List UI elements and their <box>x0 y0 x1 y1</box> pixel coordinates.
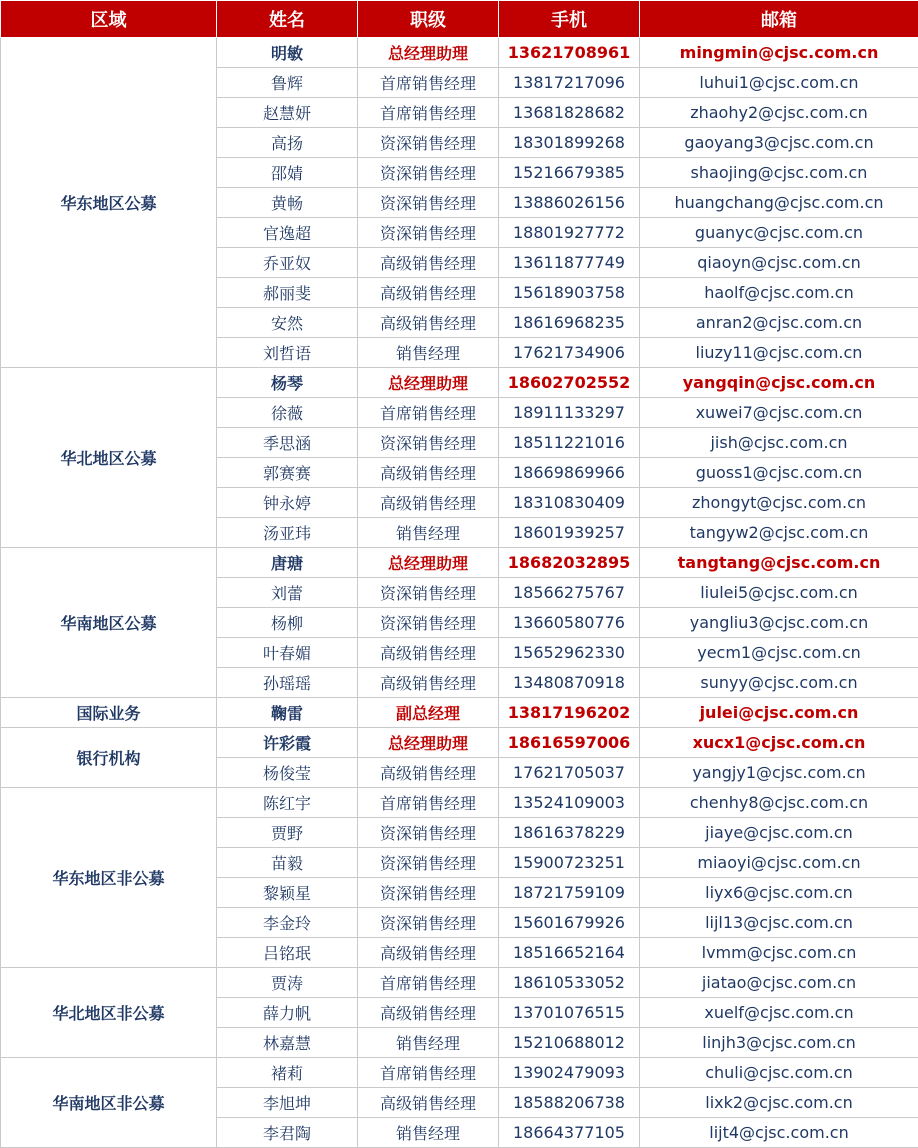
header-phone: 手机 <box>499 1 640 38</box>
name-cell: 孙瑶瑶 <box>217 668 358 698</box>
phone-cell: 18721759109 <box>499 878 640 908</box>
rank-cell: 首席销售经理 <box>358 398 499 428</box>
region-cell: 华东地区非公募 <box>1 788 217 968</box>
name-cell: 钟永婷 <box>217 488 358 518</box>
phone-cell: 18516652164 <box>499 938 640 968</box>
phone-cell: 17621734906 <box>499 338 640 368</box>
email-cell: miaoyi@cjsc.com.cn <box>640 848 918 878</box>
rank-cell: 高级销售经理 <box>358 278 499 308</box>
phone-cell: 13902479093 <box>499 1058 640 1088</box>
table-row <box>1 548 918 578</box>
name-cell: 许彩霞 <box>217 728 358 758</box>
email-cell: lijt4@cjsc.com.cn <box>640 1118 918 1148</box>
phone-cell: 13886026156 <box>499 188 640 218</box>
rank-cell: 销售经理 <box>358 518 499 548</box>
region-cell: 国际业务 <box>1 698 217 728</box>
name-cell: 刘哲语 <box>217 338 358 368</box>
phone-cell: 18588206738 <box>499 1088 640 1118</box>
table-row <box>1 968 918 998</box>
email-cell: jish@cjsc.com.cn <box>640 428 918 458</box>
region-cell: 华东地区公募 <box>1 38 217 368</box>
phone-cell: 18669869966 <box>499 458 640 488</box>
region-cell: 华南地区公募 <box>1 548 217 698</box>
rank-cell: 高级销售经理 <box>358 668 499 698</box>
phone-cell: 13817196202 <box>499 698 640 728</box>
email-cell: tangyw2@cjsc.com.cn <box>640 518 918 548</box>
rank-cell: 高级销售经理 <box>358 248 499 278</box>
rank-cell: 销售经理 <box>358 338 499 368</box>
email-cell: jiatao@cjsc.com.cn <box>640 968 918 998</box>
name-cell: 贾涛 <box>217 968 358 998</box>
rank-cell: 资深销售经理 <box>358 428 499 458</box>
phone-cell: 13660580776 <box>499 608 640 638</box>
rank-cell: 副总经理 <box>358 698 499 728</box>
email-cell: liyx6@cjsc.com.cn <box>640 878 918 908</box>
header-rank: 职级 <box>358 1 499 38</box>
email-cell: lixk2@cjsc.com.cn <box>640 1088 918 1118</box>
phone-cell: 18616597006 <box>499 728 640 758</box>
table-row <box>1 698 918 728</box>
rank-cell: 资深销售经理 <box>358 578 499 608</box>
phone-cell: 17621705037 <box>499 758 640 788</box>
rank-cell: 首席销售经理 <box>358 68 499 98</box>
email-cell: chenhy8@cjsc.com.cn <box>640 788 918 818</box>
phone-cell: 18682032895 <box>499 548 640 578</box>
name-cell: 高扬 <box>217 128 358 158</box>
name-cell: 贾野 <box>217 818 358 848</box>
phone-cell: 18602702552 <box>499 368 640 398</box>
rank-cell: 总经理助理 <box>358 368 499 398</box>
name-cell: 杨柳 <box>217 608 358 638</box>
email-cell: chuli@cjsc.com.cn <box>640 1058 918 1088</box>
email-cell: yangqin@cjsc.com.cn <box>640 368 918 398</box>
phone-cell: 18911133297 <box>499 398 640 428</box>
rank-cell: 资深销售经理 <box>358 188 499 218</box>
rank-cell: 总经理助理 <box>358 38 499 68</box>
phone-cell: 18310830409 <box>499 488 640 518</box>
name-cell: 乔亚奴 <box>217 248 358 278</box>
name-cell: 邵婧 <box>217 158 358 188</box>
rank-cell: 资深销售经理 <box>358 608 499 638</box>
rank-cell: 总经理助理 <box>358 548 499 578</box>
phone-cell: 13480870918 <box>499 668 640 698</box>
email-cell: huangchang@cjsc.com.cn <box>640 188 918 218</box>
name-cell: 李旭坤 <box>217 1088 358 1118</box>
name-cell: 郝丽斐 <box>217 278 358 308</box>
rank-cell: 首席销售经理 <box>358 968 499 998</box>
name-cell: 李金玲 <box>217 908 358 938</box>
email-cell: anran2@cjsc.com.cn <box>640 308 918 338</box>
region-cell: 华南地区非公募 <box>1 1058 217 1148</box>
email-cell: xuwei7@cjsc.com.cn <box>640 398 918 428</box>
name-cell: 杨俊莹 <box>217 758 358 788</box>
name-cell: 官逸超 <box>217 218 358 248</box>
phone-cell: 18616378229 <box>499 818 640 848</box>
email-cell: lijl13@cjsc.com.cn <box>640 908 918 938</box>
name-cell: 林嘉慧 <box>217 1028 358 1058</box>
rank-cell: 总经理助理 <box>358 728 499 758</box>
email-cell: guanyc@cjsc.com.cn <box>640 218 918 248</box>
name-cell: 鞠雷 <box>217 698 358 728</box>
phone-cell: 15601679926 <box>499 908 640 938</box>
name-cell: 季思涵 <box>217 428 358 458</box>
email-cell: luhui1@cjsc.com.cn <box>640 68 918 98</box>
name-cell: 黎颖星 <box>217 878 358 908</box>
rank-cell: 销售经理 <box>358 1118 499 1148</box>
name-cell: 赵慧妍 <box>217 98 358 128</box>
rank-cell: 高级销售经理 <box>358 458 499 488</box>
table-row <box>1 788 918 818</box>
region-cell: 华北地区公募 <box>1 368 217 548</box>
phone-cell: 18601939257 <box>499 518 640 548</box>
email-cell: yecm1@cjsc.com.cn <box>640 638 918 668</box>
phone-cell: 18616968235 <box>499 308 640 338</box>
name-cell: 黄畅 <box>217 188 358 218</box>
phone-cell: 15900723251 <box>499 848 640 878</box>
name-cell: 杨琴 <box>217 368 358 398</box>
email-cell: haolf@cjsc.com.cn <box>640 278 918 308</box>
email-cell: guoss1@cjsc.com.cn <box>640 458 918 488</box>
phone-cell: 15652962330 <box>499 638 640 668</box>
table-row <box>1 368 918 398</box>
phone-cell: 18301899268 <box>499 128 640 158</box>
email-cell: shaojing@cjsc.com.cn <box>640 158 918 188</box>
email-cell: sunyy@cjsc.com.cn <box>640 668 918 698</box>
name-cell: 明敏 <box>217 38 358 68</box>
email-cell: julei@cjsc.com.cn <box>640 698 918 728</box>
table-row <box>1 1058 918 1088</box>
rank-cell: 高级销售经理 <box>358 1088 499 1118</box>
rank-cell: 资深销售经理 <box>358 158 499 188</box>
name-cell: 吕铭珉 <box>217 938 358 968</box>
email-cell: yangjy1@cjsc.com.cn <box>640 758 918 788</box>
phone-cell: 15618903758 <box>499 278 640 308</box>
phone-cell: 13701076515 <box>499 998 640 1028</box>
table-row <box>1 38 918 68</box>
name-cell: 李君陶 <box>217 1118 358 1148</box>
name-cell: 陈红宇 <box>217 788 358 818</box>
rank-cell: 首席销售经理 <box>358 98 499 128</box>
phone-cell: 13621708961 <box>499 38 640 68</box>
name-cell: 唐瑭 <box>217 548 358 578</box>
rank-cell: 高级销售经理 <box>358 758 499 788</box>
email-cell: mingmin@cjsc.com.cn <box>640 38 918 68</box>
rank-cell: 资深销售经理 <box>358 878 499 908</box>
phone-cell: 13611877749 <box>499 248 640 278</box>
header-region: 区域 <box>1 1 217 38</box>
name-cell: 安然 <box>217 308 358 338</box>
name-cell: 鲁辉 <box>217 68 358 98</box>
name-cell: 苗毅 <box>217 848 358 878</box>
phone-cell: 18610533052 <box>499 968 640 998</box>
name-cell: 薛力帆 <box>217 998 358 1028</box>
phone-cell: 13817217096 <box>499 68 640 98</box>
header-row <box>1 1 918 38</box>
rank-cell: 高级销售经理 <box>358 998 499 1028</box>
name-cell: 徐薇 <box>217 398 358 428</box>
phone-cell: 18566275767 <box>499 578 640 608</box>
email-cell: liulei5@cjsc.com.cn <box>640 578 918 608</box>
rank-cell: 资深销售经理 <box>358 908 499 938</box>
phone-cell: 13524109003 <box>499 788 640 818</box>
rank-cell: 资深销售经理 <box>358 848 499 878</box>
phone-cell: 18511221016 <box>499 428 640 458</box>
region-cell: 银行机构 <box>1 728 217 788</box>
header-email: 邮箱 <box>640 1 918 38</box>
email-cell: yangliu3@cjsc.com.cn <box>640 608 918 638</box>
email-cell: linjh3@cjsc.com.cn <box>640 1028 918 1058</box>
rank-cell: 销售经理 <box>358 1028 499 1058</box>
email-cell: zhaohy2@cjsc.com.cn <box>640 98 918 128</box>
email-cell: xuelf@cjsc.com.cn <box>640 998 918 1028</box>
phone-cell: 15216679385 <box>499 158 640 188</box>
rank-cell: 首席销售经理 <box>358 1058 499 1088</box>
phone-cell: 13681828682 <box>499 98 640 128</box>
rank-cell: 资深销售经理 <box>358 128 499 158</box>
name-cell: 叶春媚 <box>217 638 358 668</box>
table-header <box>1 1 918 38</box>
rank-cell: 资深销售经理 <box>358 818 499 848</box>
email-cell: lvmm@cjsc.com.cn <box>640 938 918 968</box>
phone-cell: 15210688012 <box>499 1028 640 1058</box>
rank-cell: 高级销售经理 <box>358 638 499 668</box>
email-cell: xucx1@cjsc.com.cn <box>640 728 918 758</box>
header-name: 姓名 <box>217 1 358 38</box>
name-cell: 刘蕾 <box>217 578 358 608</box>
email-cell: gaoyang3@cjsc.com.cn <box>640 128 918 158</box>
email-cell: qiaoyn@cjsc.com.cn <box>640 248 918 278</box>
email-cell: liuzy11@cjsc.com.cn <box>640 338 918 368</box>
name-cell: 褚莉 <box>217 1058 358 1088</box>
rank-cell: 高级销售经理 <box>358 308 499 338</box>
table-row <box>1 728 918 758</box>
email-cell: zhongyt@cjsc.com.cn <box>640 488 918 518</box>
email-cell: jiaye@cjsc.com.cn <box>640 818 918 848</box>
rank-cell: 高级销售经理 <box>358 488 499 518</box>
name-cell: 汤亚玮 <box>217 518 358 548</box>
rank-cell: 资深销售经理 <box>358 218 499 248</box>
email-cell: tangtang@cjsc.com.cn <box>640 548 918 578</box>
region-cell: 华北地区非公募 <box>1 968 217 1058</box>
phone-cell: 18664377105 <box>499 1118 640 1148</box>
name-cell: 郭赛赛 <box>217 458 358 488</box>
rank-cell: 首席销售经理 <box>358 788 499 818</box>
phone-cell: 18801927772 <box>499 218 640 248</box>
rank-cell: 高级销售经理 <box>358 938 499 968</box>
table-body <box>1 38 918 1148</box>
